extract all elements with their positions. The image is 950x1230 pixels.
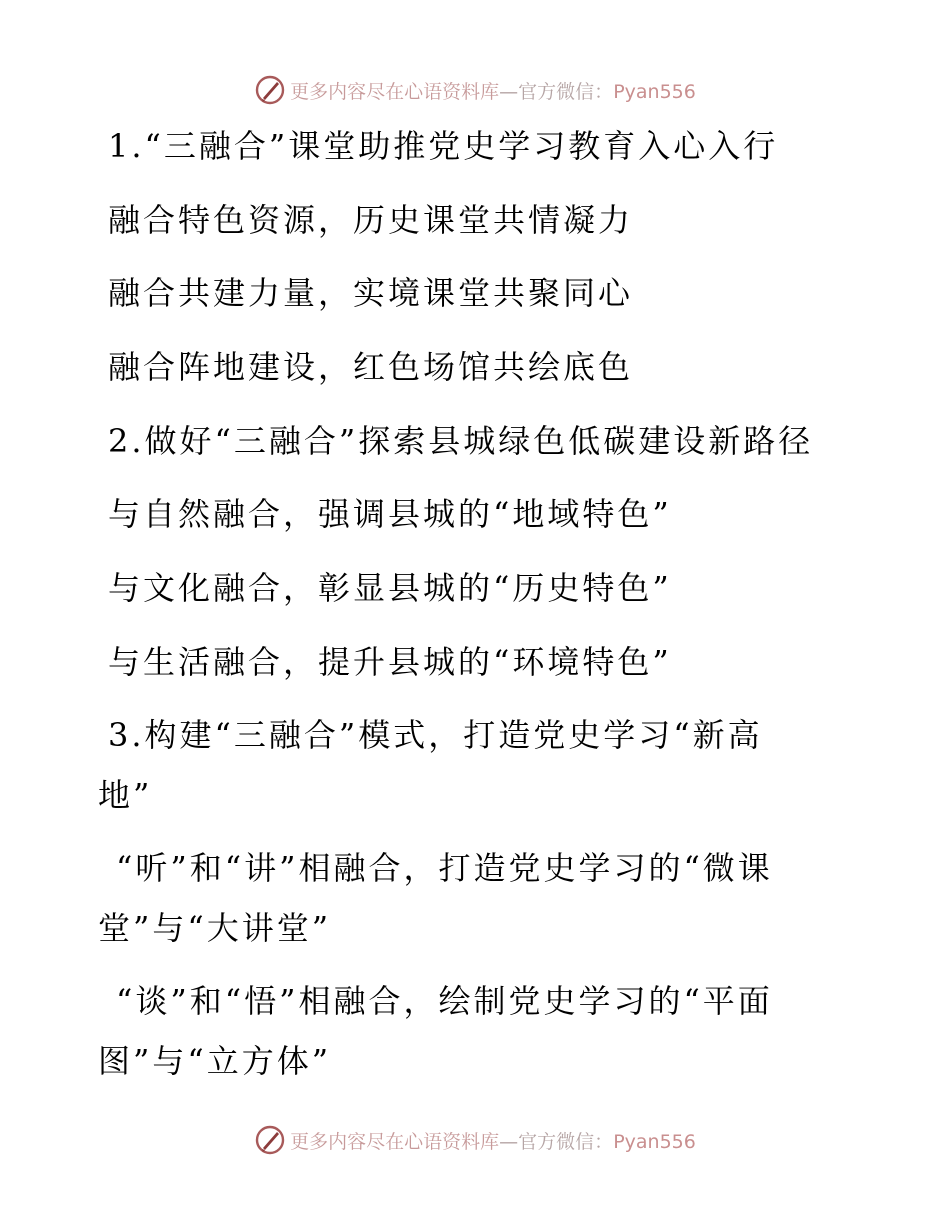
watermark-handle: Pyan556 [613, 80, 696, 103]
watermark-label: 官方微信： [518, 80, 614, 103]
watermark-separator: — [499, 80, 519, 103]
watermark-label: 官方微信： [518, 1130, 614, 1153]
item-2-1: 与自然融合，强调县城的“地域特色” [108, 495, 672, 533]
heading-1: 1.“三融合”课堂助推党史学习教育入心入行 [108, 127, 779, 165]
item-1-2: 融合共建力量，实境课堂共聚同心 [108, 274, 634, 312]
item-3-2-continued: 图”与“立方体” [98, 1042, 332, 1080]
footer-watermark [0, 1120, 950, 1160]
heading-2: 2.做好“三融合”探索县城绿色低碳建设新路径 [108, 422, 814, 460]
item-3-1-continued: 堂”与“大讲堂” [98, 909, 332, 947]
watermark-separator: — [499, 1130, 519, 1153]
watermark-text [290, 1127, 696, 1154]
heading-3-continued: 地” [98, 776, 153, 814]
watermark-brand: 更多内容尽在心语资料库 [290, 1130, 500, 1153]
item-2-3: 与生活融合，提升县城的“环境特色” [108, 643, 672, 681]
item-3-1: “听”和“讲”相融合，打造党史学习的“微课 [116, 849, 773, 887]
heading-3: 3.构建“三融合”模式，打造党史学习“新高 [108, 716, 763, 754]
watermark-handle: Pyan556 [613, 1130, 696, 1153]
item-2-2: 与文化融合，彰显县城的“历史特色” [108, 569, 672, 607]
item-3-2: “谈”和“悟”相融合，绘制党史学习的“平面 [116, 982, 773, 1020]
item-1-3: 融合阵地建设，红色场馆共绘底色 [108, 348, 634, 386]
watermark-brand: 更多内容尽在心语资料库 [290, 80, 500, 103]
item-1-1: 融合特色资源，历史课堂共情凝力 [108, 201, 634, 239]
quill-logo-icon [254, 1124, 286, 1156]
